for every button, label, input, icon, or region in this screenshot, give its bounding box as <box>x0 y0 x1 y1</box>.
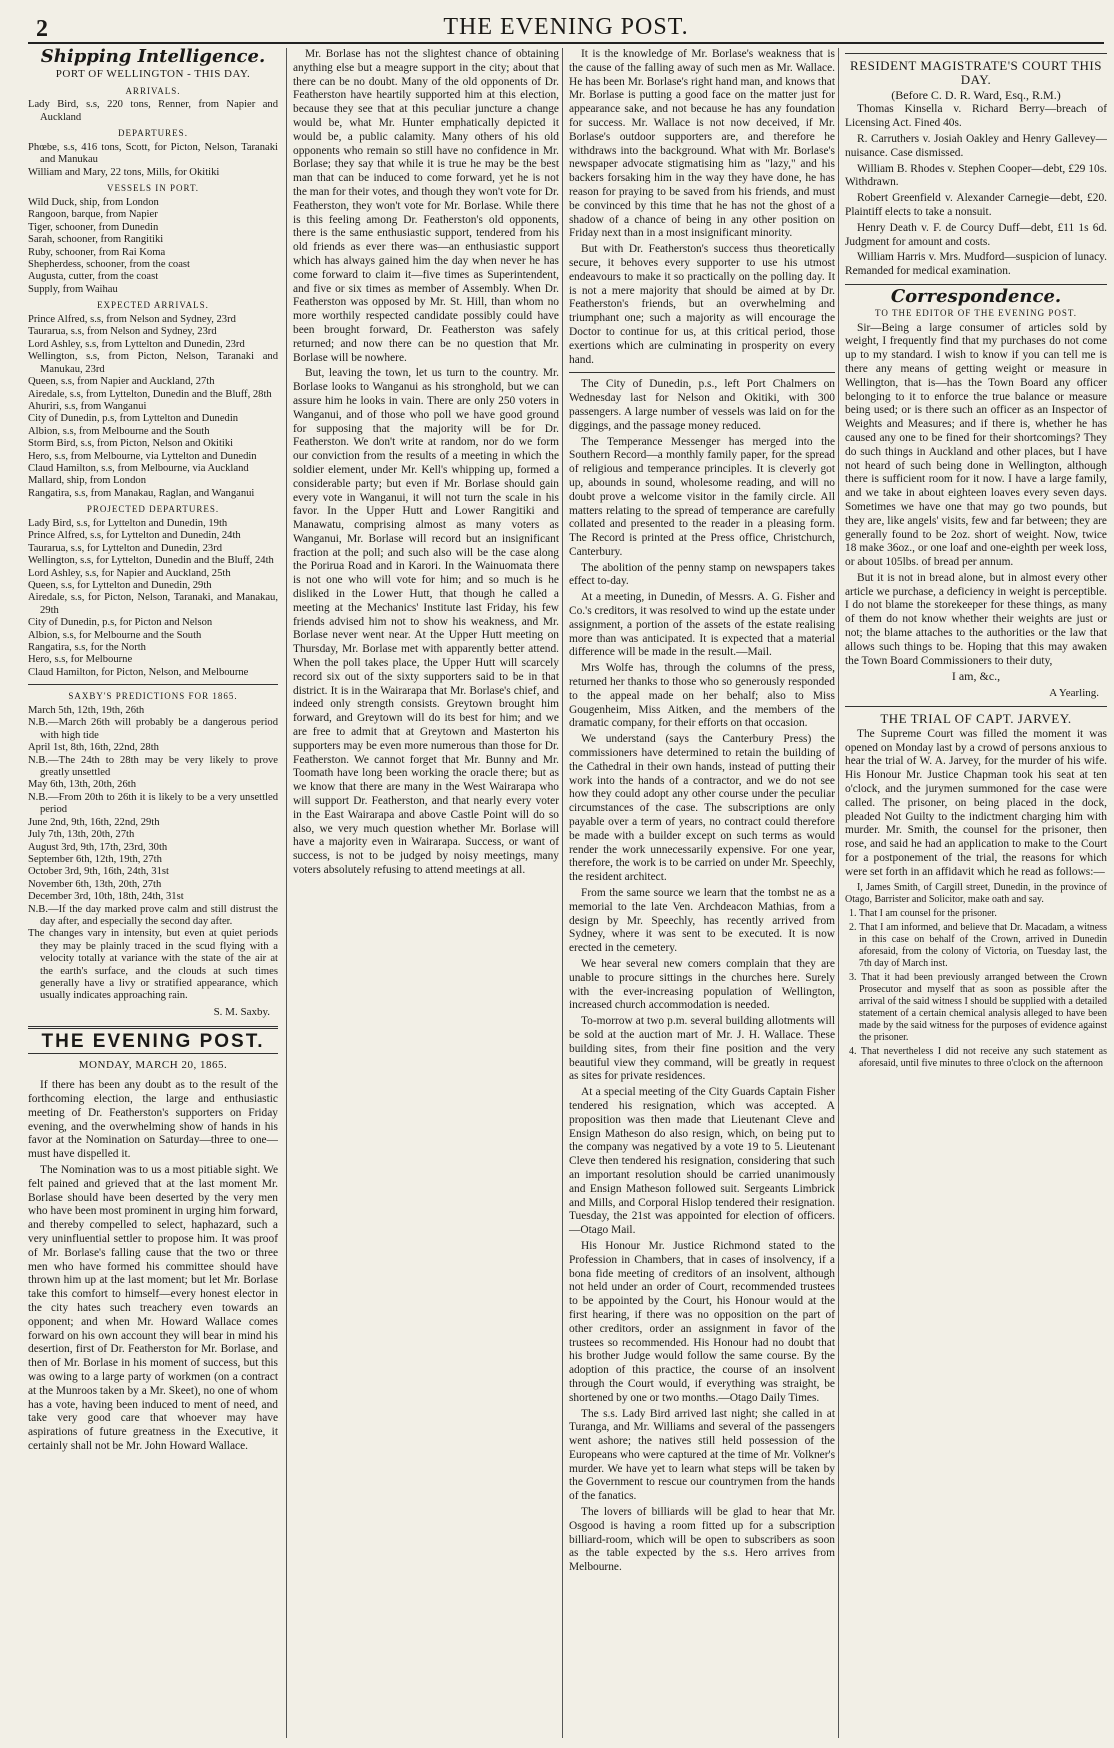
trial-point: 3. That it had been previously arranged between the Crown Prosecutor and myself that as soon as possible after the arrival of the said witness I should be supplied with a detailed statement of a certain chemical analysis alleged to have been made by the said witness for the purposes of evidence against the prisoner. <box>849 971 1107 1043</box>
court-before: (Before C. D. R. Ward, Esq., R.M.) <box>891 87 1061 102</box>
expected-entry: Lord Ashley, s.s, from Lyttelton and Dunedin, 23rd <box>28 338 245 350</box>
expected-list <box>28 314 278 500</box>
expected-entry: Prince Alfred, s.s, from Nelson and Sydney, 23rd <box>28 314 236 326</box>
columns <box>28 48 1107 1738</box>
expected-entry: Rangatira, s.s, from Manakau, Raglan, and Wanganui <box>28 487 255 499</box>
saxby-line: December 3rd, 10th, 18th, 24th, 31st <box>28 891 184 903</box>
projected-entry: Queen, s.s, for Lyttelton and Dunedin, 29th <box>28 579 212 591</box>
projected-head: PROJECTED DEPARTURES. <box>86 504 220 515</box>
editorial-date: MONDAY, MARCH 20, 1865. <box>78 1059 228 1072</box>
arrival-entry: Lady Bird, s.s, 220 tons, Renner, from Napier and Auckland <box>28 99 278 123</box>
arrivals-list <box>28 99 278 124</box>
paper-name: THE EVENING POST. <box>443 14 689 40</box>
news-paragraph: The abolition of the penny stamp on newspapers takes effect to-day. <box>569 561 835 588</box>
vessels-head: VESSELS IN PORT. <box>106 183 200 194</box>
shipping-title: Shipping Intelligence. <box>40 48 266 67</box>
news-paragraph: To-morrow at two p.m. several building allotments will be sold at the auction mart of Mr. J. H. Wallace. These building sites, from their fine position and the very beautiful view they command, will be greatly in request as sites for private residences. <box>569 1015 835 1083</box>
expected-entry: Tauraruа, s.s, from Nelson and Sydney, 23rd <box>28 326 217 338</box>
saxby-line: September 6th, 12th, 19th, 27th <box>28 853 162 865</box>
editorial-paragraph: Mr. Borlase has not the slightest chance of obtaining anything else but a meagre support in the city; about that there can be no doubt. Many of the old opponents of Dr. Featherston have heartily supported him at this election, because they see that at this peculiar juncture a change would be, what Mr. Hunter emphatically depicted it would be, a public calamity. Many others of his old opponents who remain so still have no confidence in Mr. Borlase; they say that while it is true he may be the best man that can be induced to come forward, yet he is not the man for their votes, and though they won't vote for Dr. Featherston, they won't vote for Mr. Borlase. While there is this feeling among Dr. Featherston's old opponents, there is the same enthusiastic support, tendered from his old friends as ever there was—an enthusiastic support which has always gained him the day when never he has come forward to claim it—five times as Superintendent, and five or six times as member of Assembly. When Dr. Featherston was opposed by Mr. St. Hill, than whom no more worthily respected candidate possibly could have been brought forward, Dr. Featherston was safely returned; and now there can be no question that Mr. Borlase will be nowhere. <box>293 48 559 364</box>
column-2 <box>286 48 559 1738</box>
correspondence-title: Correspondence. <box>890 285 1062 307</box>
column-3 <box>562 48 835 1738</box>
trial-paragraph: I, James Smith, of Cargill street, Dunedin, in the province of Otago, Barrister and Solicitor, make oath and say. <box>845 881 1107 905</box>
news-paragraph: The s.s. Lady Bird arrived last night; she called in at Turanga, and Mr. Williams and several of the passengers went ashore; the natives still held possession of the Europeans who were captured at the time of Mr. Volkner's murder. We have yet to learn what steps will be taken by the Government to rescue our countrymen from the hands of the fanatics. <box>569 1407 835 1503</box>
saxby-line: N.B.—From 20th to 26th it is likely to be a very unsettled period <box>28 791 278 816</box>
news-paragraph: At a special meeting of the City Guards Captain Fisher tendered his resignation, which was accepted. A proposition was then made that Lieutenant Cleve and Ensign Matheson do also resign, which, on being put to the company was negatived by a vote 19 to 5. Lieutenant Cleve then tendered his resignation, considering that such an important resolution should be carried unanimously and Ensign Matheson followed suit. Sergeants Limbrick and Mills, and Corporal Hislop tendered their resignation. Tuesday, the 21st was appointed for election of officers.—Otago Mail. <box>569 1086 835 1237</box>
letter-closing: I am, &c., <box>951 669 1001 684</box>
editorial-paragraph: The Nomination was to us a most pitiable sight. We felt pained and grieved that at the last moment Mr. Borlase should have been deserted by the very men who have been most prominent in urging him forward, and thereby compelled to select, haphazard, such a very uninfluential settler to propose him. It was proof of Mr. Borlase's falling cause that the two or three men who have formed his committee should have thrown him up at the last moment; but let Mr. Borlase take this comfort to himself—every honest elector in the city hates such treachery even towards an opponent; and when Mr. Howard Wallace comes forward on his own account they will bear in mind his desertion, first of Dr. Featherston for Mr. Borlase, and then of Mr. Borlase in his moment of success, but this was owing to a large party of workmen (on a contract at the Munroos taken by a Mr. Skeet), no one of whom has a vote, having been induced to ment of need, and take very good care that whoever may have aspirations of future greatness in the Executive, it certainly shall not be Mr. John Howard Wallace. <box>28 1163 278 1452</box>
divider <box>845 706 1107 707</box>
projected-entry: Airedale, s.s, for Picton, Nelson, Taranaki, and Manakau, 29th <box>28 592 278 616</box>
projected-entry: Claud Hamilton, for Picton, Nelson, and Melbourne <box>28 666 249 678</box>
divider <box>845 53 1107 54</box>
trial-title: THE TRIAL OF CAPT. JARVEY. <box>880 711 1072 727</box>
saxby-line: April 1st, 8th, 16th, 22nd, 28th <box>28 742 159 754</box>
vessel-entry: Supply, from Waihau <box>28 283 118 295</box>
expected-entry: Hero, s.s, from Melbourne, via Lyttelton and Dunedin <box>28 450 257 462</box>
vessel-entry: Wild Duck, ship, from London <box>28 197 159 209</box>
saxby-line: N.B.—The 24th to 28th may be very likely to prove greatly unsettled <box>28 754 278 779</box>
saxby-signature: S. M. Saxby. <box>213 1005 270 1018</box>
expected-entry: Airedale, s.s, from Lyttelton, Dunedin and the Bluff, 28th <box>28 388 272 400</box>
projected-entry: Tauraruа, s.s, for Lyttelton and Dunedin, 23rd <box>28 542 223 554</box>
news-paragraph: The City of Dunedin, p.s., left Port Chalmers on Wednesday last for Nelson and Okitiki, with 300 passengers. A large number of vessels was laid on for the diggings, and the passage money reduced. <box>569 378 835 432</box>
projected-entry: Rangatira, s.s, for the North <box>28 642 146 654</box>
editorial-paragraph: It is the knowledge of Mr. Borlase's weakness that is the cause of the falling away of such men as Mr. Wallace. He has been Mr. Borlase's right hand man, and knows that Mr. Borlase is putting a good face on the matter just for appearance sake, and not because he has any foundation for success. Mr. Wallace is not now deceived, if Mr. Borlase's outdoor supporters are, and therefore he withdraws into the background. What with Mr. Borlase's newspaper advocate stigmatising him as "lazy," and his backers forsaking him in the way they have done, he has reason for praying to be saved from his friends, and must be convinced by this time that he has not the ghost of a shadow of a chance of being in any other position on Friday next than in a most insignificant minority. <box>569 48 835 240</box>
court-case: R. Carruthers v. Josiah Oakley and Henry Gallevey—nuisance. Case dismissed. <box>845 132 1107 159</box>
news-paragraph: The Temperance Messenger has merged into the Southern Record—a monthly family paper, for the spread of religious and temperance principles. It is cleverly got up, abounds in sound, wholesome reading, and will no doubt prove a welcome visitor in the family circle. All matters relating to the spread of temperance are carefully collated and presented to the reader in a pleasing form. The Record is printed at the Press office, Christchurch, Canterbury. <box>569 435 835 558</box>
saxby-line: July 7th, 13th, 20th, 27th <box>28 829 135 841</box>
expected-entry: Mallard, ship, from London <box>28 475 146 487</box>
expected-entry: Albion, s.s, from Melbourne and the South <box>28 425 210 437</box>
court-case: Robert Greenfield v. Alexander Carnegie—debt, £20. Plaintiff elects to take a nonsuit. <box>845 192 1107 218</box>
saxby-line: May 6th, 13th, 20th, 26th <box>28 779 136 791</box>
letter-paragraph: Sir—Being a large consumer of articles sold by weight, I frequently find that my purchases do not come up to my standard. I wish to know if you can tell me is there any means of getting weight or measure in Wellington, that is—has the Town Board any officer belonging to it to enforce the true balance or measure being used; or is there such an officer as an Inspector of Weights and Measures; and if there is, whether he has caused any one to be fined for their shortcomings? They do such things in Auckland and other places, but I have not heard of such being done in Wellington, although there is sufficient room for it now. I have a large family, and we take in about eighteen loaves every seven days. Sometimes we have one that may go two pounds, but they are, like angels' visits, few and far between; they are generally found to be 2oz. short of weight. Now, twice 18 make 36oz., or one loaf and one-eighth per week loss, or about 105lbs. of bread per annum. <box>845 321 1107 569</box>
projected-entry: Prince Alfred, s.s, for Lyttelton and Dunedin, 24th <box>28 530 241 542</box>
divider <box>28 1026 278 1029</box>
letter-signature: A Yearling. <box>1049 687 1099 700</box>
vessel-entry: Augusta, cutter, from the coast <box>28 271 159 283</box>
news-paragraph: From the same source we learn that the tombst ne as a memorial to the late Ven. Archdeacon Mathias, from a design by Mr. Speechly, has recently arrived from Sydney, where it was sent to be executed. It is now erected in the cemetery. <box>569 887 835 955</box>
court-title: RESIDENT MAGISTRATE'S COURT THIS DAY. <box>850 58 1102 87</box>
projected-entry: Hero, s.s, for Melbourne <box>28 654 133 666</box>
expected-entry: City of Dunedin, p.s, from Lyttelton and Dunedin <box>28 413 239 425</box>
divider <box>28 1053 278 1054</box>
news-paragraph: The lovers of billiards will be glad to hear that Mr. Osgood is having a room fitted up for a subscription billiard-room, which will be open to subscribers as soon as the table expected by the s.s. Hero arrives from Melbourne. <box>569 1506 835 1574</box>
projected-entry: Lord Ashley, s.s, for Napier and Auckland, 25th <box>28 567 231 579</box>
news-paragraph: We understand (says the Canterbury Press) the commissioners have determined to retain the building of the Cathedral in their own hands, instead of putting their work into the hands of a contractor, and we do not see how they could adopt any other course under the peculiar circumstances of the case. The subscriptions are only payable over a term of years, no contract could therefore be made with a builder except on such terms as would render the work unnecessarily expensive. For one year, therefore, the work is to be carried on under Mr. Speechly, the resident architect. <box>569 733 835 884</box>
news-paragraph: His Honour Mr. Justice Richmond stated to the Profession in Chambers, that in cases of insolvency, if a bona fide meeting of creditors of an insolvent, although not held under an order of Court, recommended trustees to be appointed by the Court, his Honour would at the first hearing, if there was no opposition on the part of other creditors, order an assignment in favor of the trustees so recommended. His Honour had no doubt that his brother Judge would follow the same course. By the adoption of this practice, the course of an insolvent through the Court would, if everything was straight, be shortened by one or two months.—Otago Daily Times. <box>569 1239 835 1404</box>
editorial-title: THE EVENING POST. <box>41 1030 265 1052</box>
expected-entry: Wellington, s.s, from Picton, Nelson, Taranaki and Manukau, 23rd <box>28 351 278 375</box>
letter-paragraph: But it is not in bread alone, but in almost every other article we purchase, a deficiency in weight is perceptible. I do not blame the storekeeper for these things, as many of them do not know whether their weights are just or not; the blame attaches to the authorities or the law that allows such things to be. Hoping that this may awaken the Town Board Commissioners to their duty, <box>845 571 1107 667</box>
trial-paragraph: The Supreme Court was filled the moment it was opened on Monday last by a crowd of persons anxious to hear the trial of W. A. Jarvey, for the murder of his wife. His Honour Mr. Justice Chapman took his seat at ten o'clock, and the jurymen summoned for the case were called. The prisoner, on being placed in the dock, pleaded Not Guilty to the indictment charging him with murder. Mr. Smith, the counsel for the prisoner, then rose, and said he had an application to make to the Court for a postponement of the trial, the reasons for which were set forth in an affidavit which he read as follows:— <box>845 727 1107 878</box>
divider <box>569 372 835 373</box>
port-line: PORT OF WELLINGTON - THIS DAY. <box>55 67 251 80</box>
vessel-entry: Tiger, schooner, from Dunedin <box>28 221 159 233</box>
news-paragraph: At a meeting, in Dunedin, of Messrs. A. G. Fisher and Co.'s creditors, it was resolved to wind up the estate under assignment, a portion of the assets of the estate realising more than was anticipated. It is expected that a material difference will be made in the result.—Mail. <box>569 591 835 659</box>
masthead <box>28 8 1104 44</box>
trial-points <box>845 908 1107 1070</box>
saxby-line: March 5th, 12th, 19th, 26th <box>28 705 145 717</box>
saxby-line: October 3rd, 9th, 16th, 24th, 31st <box>28 866 169 878</box>
departures-head: DEPARTURES. <box>118 128 188 139</box>
expected-entry: Storm Bird, s.s, from Picton, Nelson and Okitiki <box>28 438 234 450</box>
expected-entry: Ahuriri, s.s, from Wanganui <box>28 400 147 412</box>
expected-head: EXPECTED ARRIVALS. <box>97 300 209 311</box>
page-number: 2 <box>36 16 48 42</box>
trial-point: 1. That I am counsel for the prisoner. <box>849 907 997 919</box>
court-case: William Harris v. Mrs. Mudford—suspicion of lunacy. Remanded for medical examination. <box>845 251 1107 278</box>
editorial-paragraph: But with Dr. Featherston's success thus theoretically secure, it behoves every supporter to use his utmost endeavours to make it so practically on the polling day. It is not a mere majority that should be aimed at by Dr. Featherston's friends, but an overwhelming and triumphant one; such a majority as will encourage the Doctor to continue for us, at this critical period, those exertions which are culminating in prosperity on every hand. <box>569 243 835 366</box>
arrivals-head: ARRIVALS. <box>125 85 181 96</box>
vessel-entry: Shepherdess, schooner, from the coast <box>28 259 190 271</box>
divider <box>845 284 1107 285</box>
saxby-line: June 2nd, 9th, 16th, 22nd, 29th <box>28 816 160 828</box>
saxby-list <box>28 705 278 1003</box>
column-1 <box>28 48 278 1738</box>
projected-entry: Lady Bird, s.s, for Lyttelton and Dunedin, 19th <box>28 517 228 529</box>
expected-entry: Queen, s.s, from Napier and Auckland, 27th <box>28 376 215 388</box>
saxby-line: N.B.—If the day marked prove calm and still distrust the day after, and especially the second day after. <box>28 903 278 927</box>
vessel-entry: Ruby, schooner, from Rai Koma <box>28 246 166 258</box>
vessel-entry: Rangoon, barque, from Napier <box>28 209 158 221</box>
trial-point: 2. That I am informed, and believe that Dr. Macadam, a witness in this case on behalf of the Crown, arrived in Dunedin aforesaid, from the colony of Victoria, on Tuesday last, the 7th day of March inst. <box>849 921 1107 969</box>
projected-entry: City of Dunedin, p.s, for Picton and Nelson <box>28 617 213 629</box>
projected-list <box>28 518 278 679</box>
divider <box>28 684 278 685</box>
vessels-list <box>28 197 278 296</box>
projected-entry: Albion, s.s, for Melbourne and the South <box>28 629 202 641</box>
departures-list <box>28 142 278 179</box>
editorial-paragraph: If there has been any doubt as to the result of the forthcoming election, the large and enthusiastic meeting of Dr. Featherston's supporters on Friday evening, and the overwhelming show of hands in his favor at the Nomination on Saturday—three to one—must have dispelled it. <box>28 1079 278 1161</box>
news-paragraph: Mrs Wolfe has, through the columns of the press, returned her thanks to those who so generously responded to the appeal made on her behalf; also to Miss Gougenheim, Miss Aitken, and the members of the dramatic company, for their efforts on that occasion. <box>569 662 835 730</box>
editorial-paragraph: But, leaving the town, let us turn to the country. Mr. Borlase looks to Wanganui as his stronghold, but we can assure him he looks in vain. There are only 250 voters in Wanganui, and of those who poll we have good ground for supposing that the majority will be for Dr. Featherston. We don't write at random, nor do we form our conviction from the results of a meeting in which the soldier element, under Mr. Kell's whipping up, formed a considerable party; but even if Mr. Borlase should gain every vote in Wanganui, it will not turn the scale in his favor. In the Upper Hutt and Lower Rangitiki and Manawatu, comprising almost as many voters as Wanganui, Mr. Borlase will record but an insignificant fraction at the poll; and such also will be the case along the Porirua Road and in Karori. In the Wainuomata there is not one who will vote for him; and so much is he disliked in the Lower Hutt, that though he called a meeting at the Mechanics' Institute last Friday, his few friends advised him not to show his weakness, and Mr. Borlase never went near. At the Upper Hutt meeting on Thursday, Mr. Borlase met with apparently better attend. When the poll takes place, the Upper Hutt will scarcely record six out of the sixty supporters said to be in that district. It is in the Wairarapa that Mr. Borlase's chief, and indeed only strength consists. Greytown brought him forward, and Greytown will do its best for him; and we are free to admit that at Greytown and Masterton his supporters may be even more numerous than those for Dr. Featherston. We cannot forget that Mr. Bunny and Mr. Toomath have long been working the oracle there; but as we know that there are many in the West Wairarapa who will support Dr. Featherston, and that nearly every voter in the East Wairarapa and above Castle Point will do so also, we very much question whether Mr. Borlase will have a majority even in Wairarapa. Success, or want of success, is not to be judged by noisy meetings, many voters absolutely refusing to attend meetings at all. <box>293 367 559 877</box>
court-case: Henry Death v. F. de Courcy Duff—debt, £11 1s 6d. Judgment for amount and costs. <box>845 221 1107 248</box>
expected-entry: Claud Hamilton, s.s, from Melbourne, via Auckland <box>28 462 249 474</box>
news-paragraph: We hear several new comers complain that they are unable to procure sittings in the churches here. Surely with the ever-increasing population of Wellington, increased church accommodation is needed. <box>569 958 835 1012</box>
saxby-line: The changes vary in intensity, but even at quiet periods they may be plainly traced in the scud flying with a velocity totally at variance with the state of the air at the earth's surface, and the clouds at such times generally have a livy or stratified appearance, which usually indicates approaching rain. <box>28 928 278 1002</box>
trial-point: 4. That nevertheless I did not receive any such statement as aforesaid, until five minutes to three o'clock on the afternoon <box>849 1045 1107 1069</box>
saxby-title: SAXBY'S PREDICTIONS FOR 1865. <box>68 691 238 702</box>
saxby-line: August 3rd, 9th, 17th, 23rd, 30th <box>28 841 168 853</box>
saxby-line: N.B.—March 26th will probably be a dangerous period with high tide <box>28 717 278 741</box>
departure-entry: Phœbe, s.s, 416 tons, Scott, for Picton, Nelson, Taranaki and Manukau <box>28 142 278 166</box>
court-cases <box>845 103 1107 279</box>
column-4 <box>838 48 1107 1738</box>
court-case: Thomas Kinsella v. Richard Berry—breach of Licensing Act. Fined 40s. <box>845 103 1107 130</box>
news-items <box>569 378 835 1575</box>
court-case: William B. Rhodes v. Stephen Cooper—debt, £29 10s. Withdrawn. <box>845 162 1107 189</box>
correspondence-to: TO THE EDITOR OF THE EVENING POST. <box>875 307 1077 318</box>
vessel-entry: Sarah, schooner, from Rangitiki <box>28 234 164 246</box>
projected-entry: Wellington, s.s, for Lyttelton, Dunedin and the Bluff, 24th <box>28 555 274 567</box>
departure-entry: William and Mary, 22 tons, Mills, for Okitiki <box>28 166 220 178</box>
saxby-line: November 6th, 13th, 20th, 27th <box>28 878 162 890</box>
